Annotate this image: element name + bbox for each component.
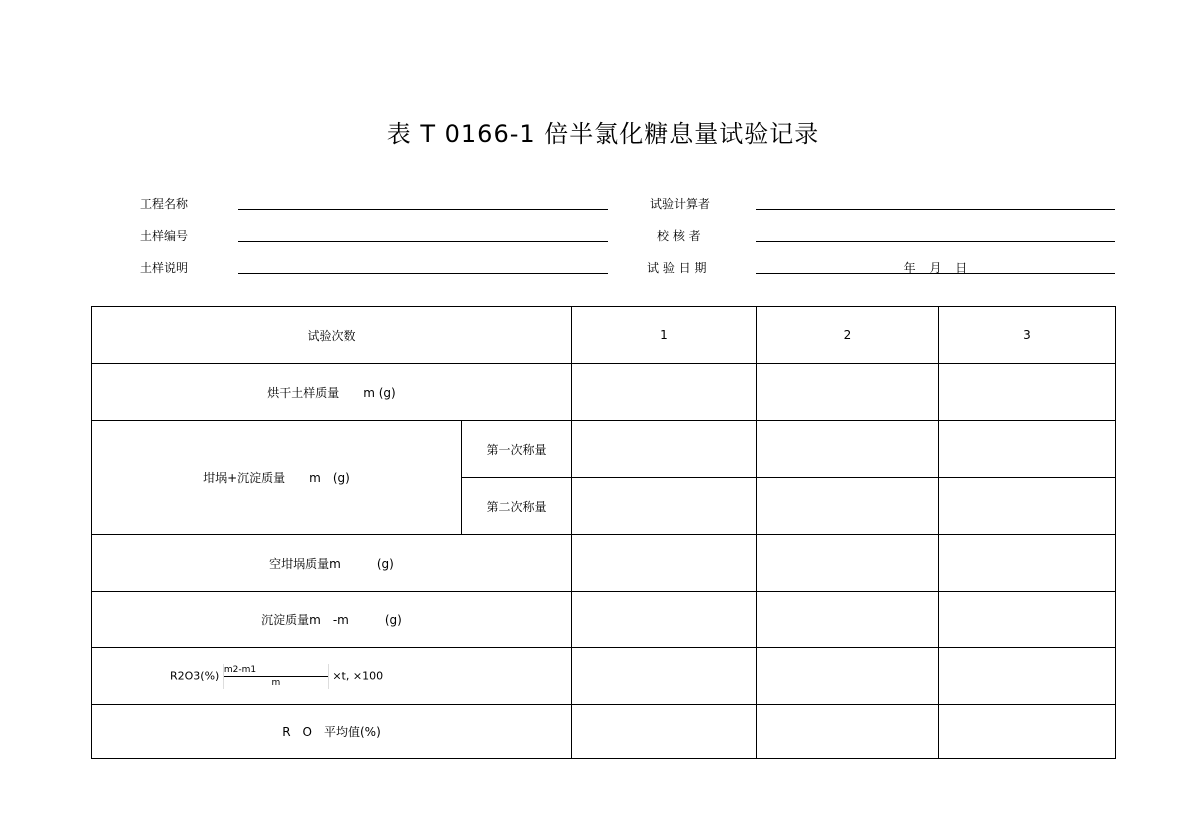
table-row: [92, 421, 1116, 478]
col-3: 3: [939, 307, 1116, 364]
formula-suffix: ×t, ×100: [332, 669, 384, 682]
test-date-label: 试 验 日 期: [647, 261, 707, 275]
average-label: R O 平均值(%): [92, 705, 572, 759]
record-table: [91, 306, 1116, 759]
cell[interactable]: [757, 364, 939, 421]
cell[interactable]: [572, 705, 757, 759]
soil-desc-field[interactable]: [238, 273, 608, 274]
cell[interactable]: [757, 592, 939, 648]
formula-numerator: m2-m1: [224, 664, 328, 677]
test-date-field[interactable]: [756, 273, 1115, 274]
checker-label: 校 核 者: [657, 229, 701, 243]
tester-label: 试验计算者: [650, 197, 711, 211]
cell[interactable]: [939, 535, 1116, 592]
precip-mass-label: 沉淀质量m -m (g): [92, 592, 572, 648]
second-weigh-label: 第二次称量: [462, 478, 572, 535]
table-row: [92, 648, 1116, 705]
tester-field[interactable]: [756, 209, 1115, 210]
date-placeholder: 年 月 日: [903, 261, 968, 275]
cell[interactable]: [757, 648, 939, 705]
checker-field[interactable]: [756, 241, 1115, 242]
cell[interactable]: [939, 705, 1116, 759]
table-row: [92, 364, 1116, 421]
col-1: 1: [572, 307, 757, 364]
table-header-row: [92, 307, 1116, 364]
cell[interactable]: [757, 535, 939, 592]
project-name-field[interactable]: [238, 209, 608, 210]
cell[interactable]: [572, 535, 757, 592]
project-name-label: 工程名称: [140, 197, 189, 211]
cell[interactable]: [572, 478, 757, 535]
table-row: [92, 535, 1116, 592]
page-title: 表 T 0166-1 倍半氯化糖息量试验记录: [386, 120, 820, 148]
formula-denominator: m: [271, 677, 281, 688]
cell[interactable]: [939, 364, 1116, 421]
soil-desc-label: 土样说明: [140, 261, 189, 275]
cell[interactable]: [939, 648, 1116, 705]
cell[interactable]: [572, 364, 757, 421]
cell[interactable]: [572, 421, 757, 478]
cell[interactable]: [572, 648, 757, 705]
soil-no-label: 土样编号: [140, 229, 189, 243]
dry-soil-label: 烘干土样质量 m (g): [92, 364, 572, 421]
cell[interactable]: [939, 478, 1116, 535]
formula-cell: [92, 648, 572, 705]
crucible-precip-label: 坩埚+沉淀质量 m (g): [92, 421, 462, 535]
cell[interactable]: [757, 705, 939, 759]
col-2: 2: [757, 307, 939, 364]
cell[interactable]: [939, 421, 1116, 478]
first-weigh-label: 第一次称量: [462, 421, 572, 478]
table-row: [92, 705, 1116, 759]
soil-no-field[interactable]: [238, 241, 608, 242]
formula-prefix: R2O3(%): [170, 669, 220, 682]
cell[interactable]: [939, 592, 1116, 648]
cell[interactable]: [572, 592, 757, 648]
cell[interactable]: [757, 421, 939, 478]
empty-crucible-label: 空坩埚质量m (g): [92, 535, 572, 592]
formula-fraction: [223, 664, 329, 689]
header-label: 试验次数: [92, 307, 572, 364]
cell[interactable]: [757, 478, 939, 535]
table-row: [92, 592, 1116, 648]
